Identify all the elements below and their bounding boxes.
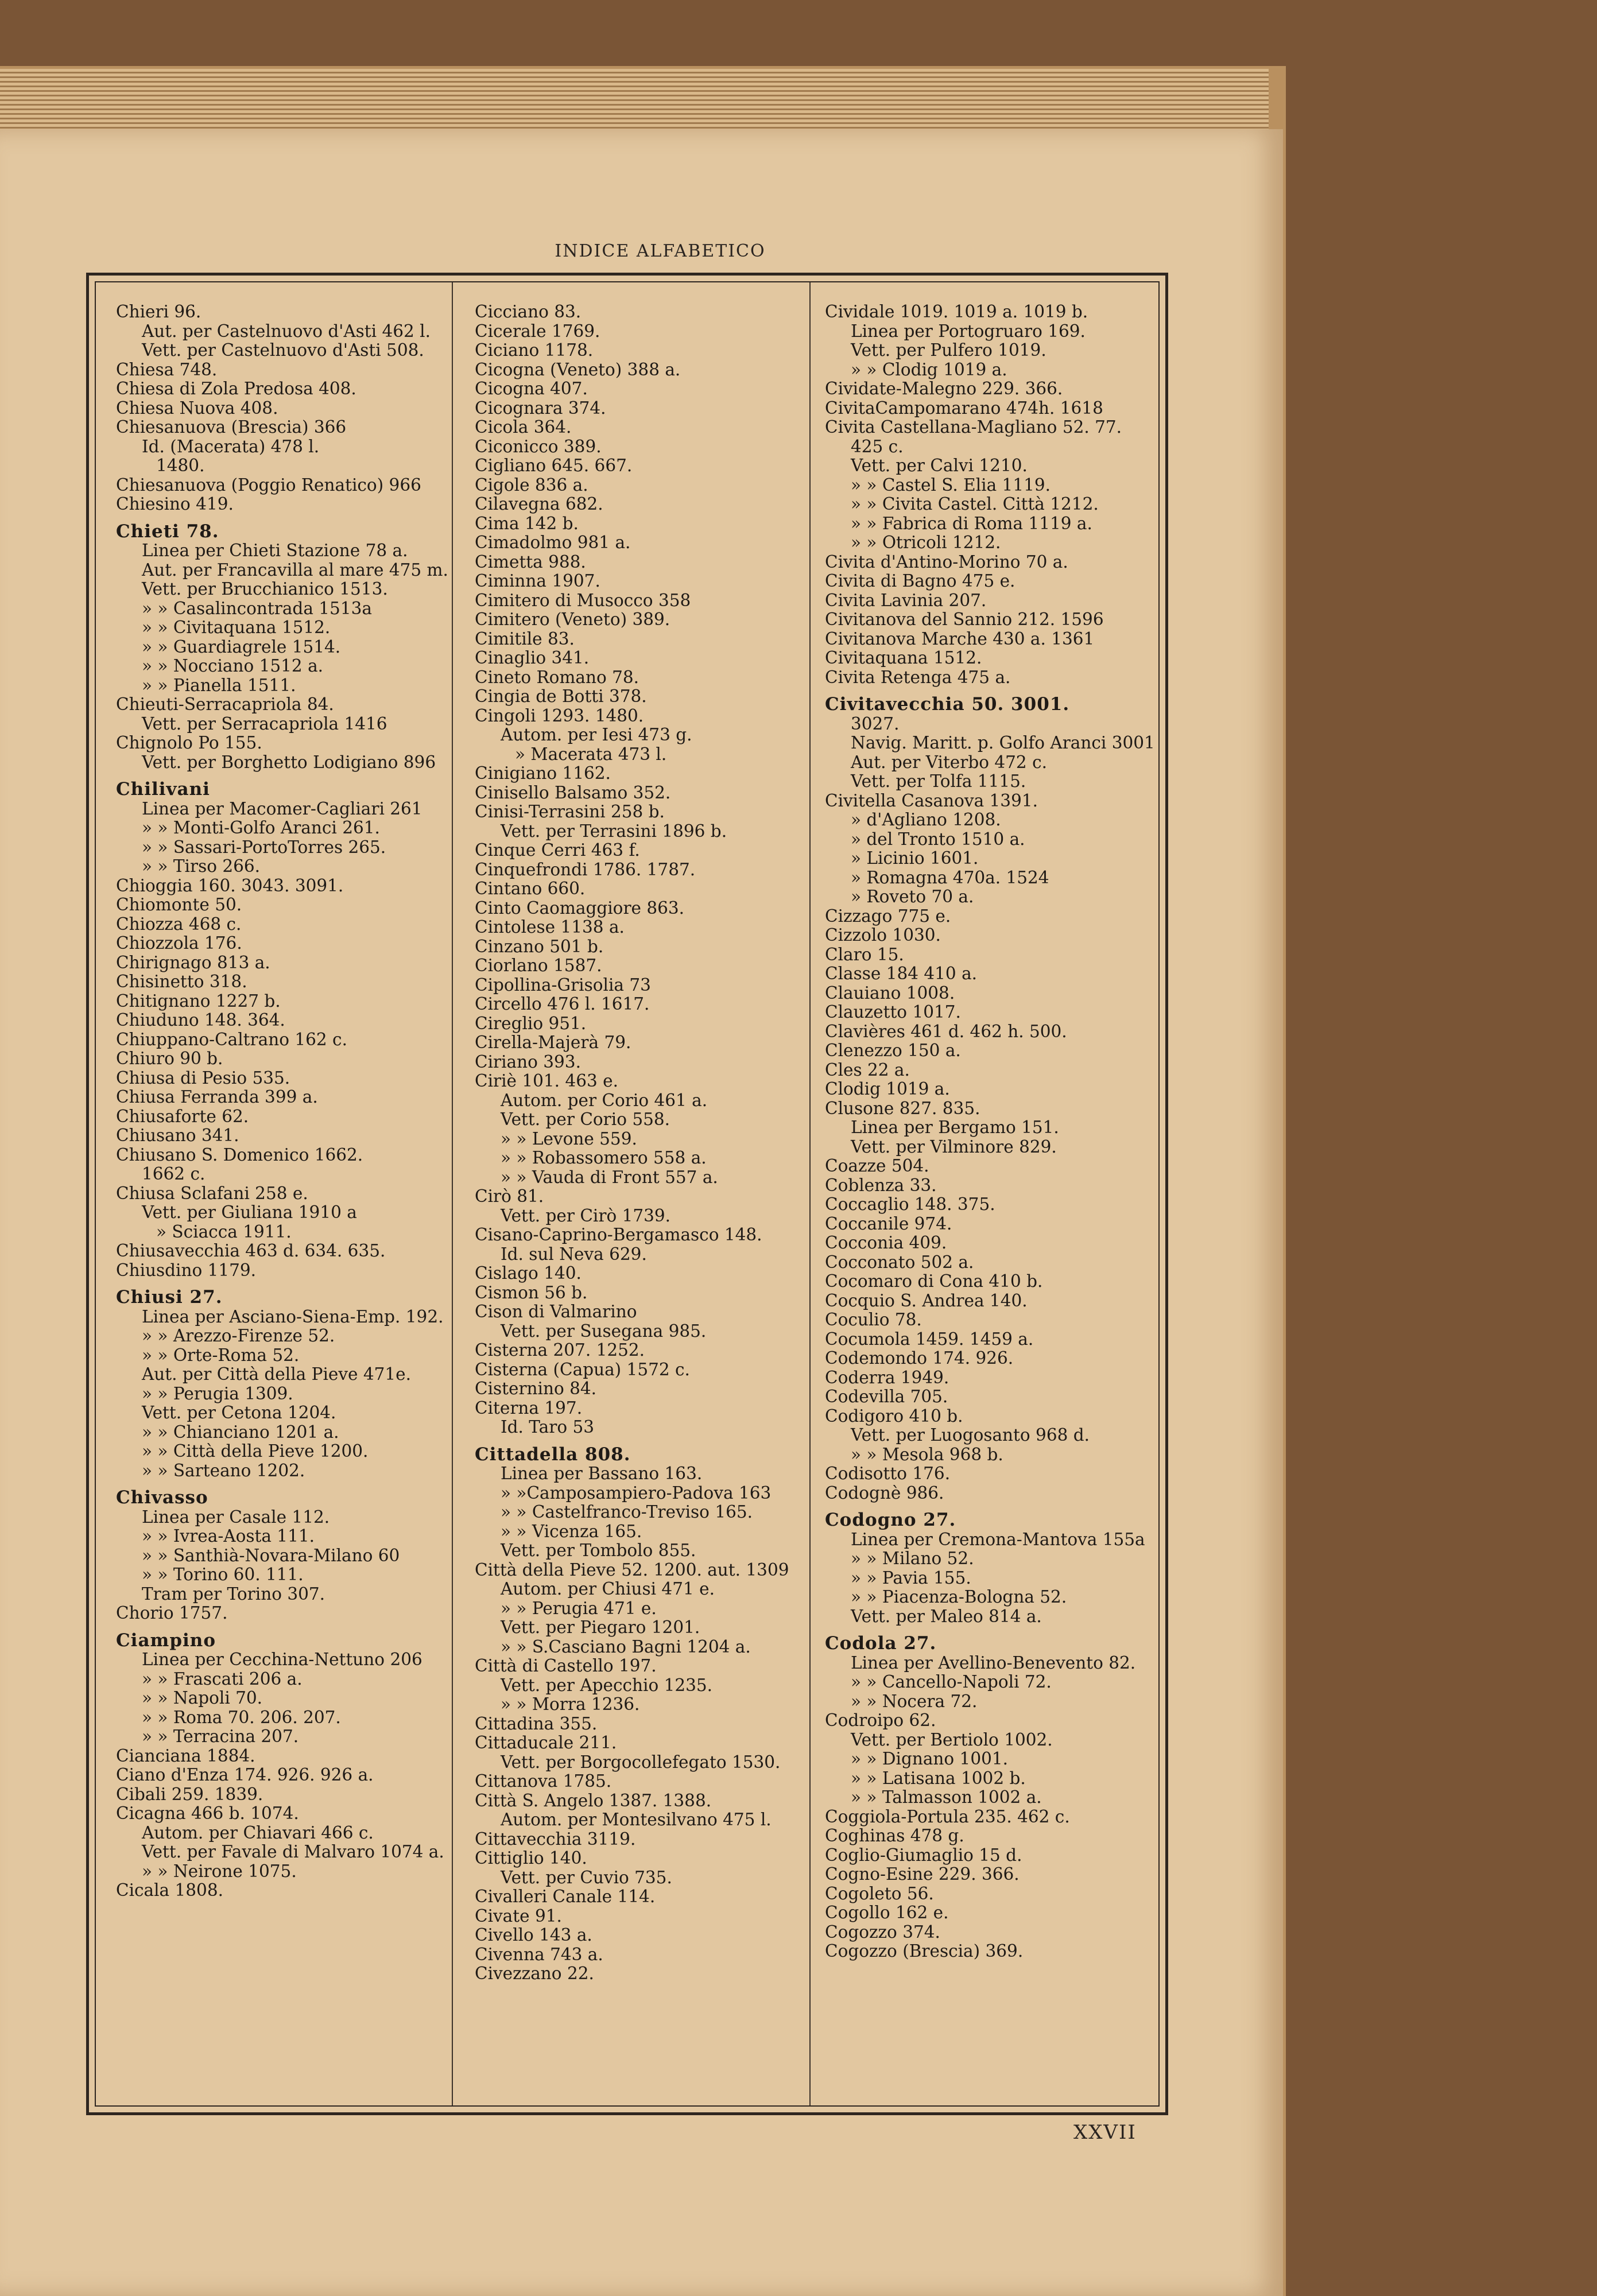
index-entry: Citerna 197. xyxy=(475,1398,583,1418)
index-entry: Cison di Valmarino xyxy=(475,1302,637,1321)
index-entry: Vett. per Vilminore 829. xyxy=(851,1137,1057,1157)
index-heading: Codola 27. xyxy=(825,1633,937,1654)
index-entry: » d'Agliano 1208. xyxy=(851,810,1001,829)
index-heading: Chivasso xyxy=(116,1487,208,1508)
index-entry: Coggiola-Portula 235. 462 c. xyxy=(825,1806,1070,1826)
index-entry: » » Clodig 1019 a. xyxy=(851,359,1007,379)
index-entry: Cocconato 502 a. xyxy=(825,1252,974,1272)
index-entry: Autom. per Iesi 473 g. xyxy=(501,725,692,744)
index-entry: 1480. xyxy=(156,456,205,475)
index-entry: Cogozzo 374. xyxy=(825,1922,940,1942)
index-entry: Cogozzo (Brescia) 369. xyxy=(825,1941,1024,1961)
index-entry: Cineto Romano 78. xyxy=(475,667,639,687)
index-entry: Id. Taro 53 xyxy=(501,1417,595,1437)
index-entry: Cogno-Esine 229. 366. xyxy=(825,1864,1020,1884)
index-entry: Cles 22 a. xyxy=(825,1060,910,1080)
index-entry: » Roveto 70 a. xyxy=(851,887,974,906)
index-entry: Chiusaforte 62. xyxy=(116,1106,249,1126)
index-entry: » » Pavia 155. xyxy=(851,1568,971,1588)
index-entry: Cinquefrondi 1786. 1787. xyxy=(475,859,696,879)
index-entry: Cinisello Balsamo 352. xyxy=(475,782,671,802)
index-entry: » » Nocera 72. xyxy=(851,1691,978,1711)
index-entry: Clauiano 1008. xyxy=(825,983,955,1003)
index-entry: Vett. per Borgocollefegato 1530. xyxy=(501,1752,781,1772)
index-entry: Ciminna 1907. xyxy=(475,571,600,591)
index-entry: Clusone 827. 835. xyxy=(825,1098,980,1118)
index-entry: Coghinas 478 g. xyxy=(825,1826,964,1845)
index-entry: Civezzano 22. xyxy=(475,1964,594,1983)
index-entry: Linea per Avellino-Benevento 82. xyxy=(851,1653,1136,1673)
index-entry: » » S.Casciano Bagni 1204 a. xyxy=(501,1636,751,1657)
index-entry: Vett. per Corio 558. xyxy=(501,1110,670,1129)
index-entry: Cocconia 409. xyxy=(825,1233,947,1252)
index-entry: Città S. Angelo 1387. 1388. xyxy=(475,1790,712,1810)
index-entry: Classe 184 410 a. xyxy=(825,964,978,983)
index-entry: Coccaglio 148. 375. xyxy=(825,1194,995,1214)
index-entry: Chiusa Ferranda 399 a. xyxy=(116,1087,318,1107)
index-entry: Ciano d'Enza 174. 926. 926 a. xyxy=(116,1765,374,1785)
index-entry: Chioggia 160. 3043. 3091. xyxy=(116,875,344,895)
index-entry: Codognè 986. xyxy=(825,1483,944,1503)
index-entry: Vett. per Cetona 1204. xyxy=(142,1403,336,1422)
index-entry: » » Castelfranco-Treviso 165. xyxy=(501,1502,753,1522)
index-entry: Chiuduno 148. 364. xyxy=(116,1010,285,1030)
index-entry: » » Torino 60. 111. xyxy=(142,1565,304,1584)
index-entry: Ciorlano 1587. xyxy=(475,956,602,975)
index-entry: Claro 15. xyxy=(825,944,904,964)
index-entry: Coglio-Giumaglio 15 d. xyxy=(825,1845,1022,1865)
index-entry: Autom. per Chiavari 466 c. xyxy=(142,1822,374,1843)
index-entry: Circello 476 l. 1617. xyxy=(475,994,650,1014)
index-heading: Chiusi 27. xyxy=(116,1287,223,1308)
index-entry: Cicciano 83. xyxy=(475,302,582,321)
index-entry: Vett. per Susegana 985. xyxy=(501,1321,707,1341)
index-entry: Cintano 660. xyxy=(475,879,586,898)
index-entry: Cimitile 83. xyxy=(475,629,575,649)
index-entry: Cocumola 1459. 1459 a. xyxy=(825,1329,1034,1349)
index-entry: Cinto Caomaggiore 863. xyxy=(475,898,685,918)
index-entry: » » Cancello-Napoli 72. xyxy=(851,1672,1052,1692)
index-entry: » » Neirone 1075. xyxy=(142,1861,297,1881)
index-entry: 425 c. xyxy=(851,436,904,456)
index-entry: Vett. per Giuliana 1910 a xyxy=(142,1203,357,1222)
index-entry: Cibali 259. 1839. xyxy=(116,1784,263,1804)
index-frame xyxy=(86,273,1168,2115)
index-entry: Civita d'Antino-Morino 70 a. xyxy=(825,552,1068,572)
index-entry: » » Orte-Roma 52. xyxy=(142,1345,300,1365)
index-heading: Chilivani xyxy=(116,779,210,800)
index-entry: Città di Castello 197. xyxy=(475,1656,657,1676)
index-entry: Cinque Cerri 463 f. xyxy=(475,840,640,860)
index-entry: Cipollina-Grisolia 73 xyxy=(475,975,651,995)
index-entry: » » Sassari-PortoTorres 265. xyxy=(142,837,386,857)
index-entry: Vett. per Luogosanto 968 d. xyxy=(851,1425,1090,1445)
index-entry: Chiusdino 1179. xyxy=(116,1260,257,1280)
index-entry: » » Casalincontrada 1513a xyxy=(142,598,372,618)
index-entry: Cisano-Caprino-Bergamasco 148. xyxy=(475,1225,762,1244)
index-entry: » del Tronto 1510 a. xyxy=(851,829,1025,849)
index-entry: » » Santhià-Novara-Milano 60 xyxy=(142,1545,400,1565)
index-entry: Linea per Asciano-Siena-Emp. 192. xyxy=(142,1306,444,1327)
index-heading: Codogno 27. xyxy=(825,1510,956,1530)
page-edges xyxy=(0,69,1269,132)
index-entry: Clenezzo 150 a. xyxy=(825,1041,961,1060)
index-entry: Cinaglio 341. xyxy=(475,648,590,668)
index-entry: Civitanova del Sannio 212. 1596 xyxy=(825,610,1104,629)
index-entry: Cisternino 84. xyxy=(475,1379,597,1398)
index-entry: Chiesino 419. xyxy=(116,494,234,514)
index-entry: Cicola 364. xyxy=(475,417,572,437)
index-heading: Chieti 78. xyxy=(116,521,219,542)
index-entry: Navig. Maritt. p. Golfo Aranci 3001 xyxy=(851,733,1155,753)
index-entry: » » Dignano 1001. xyxy=(851,1749,1008,1768)
index-entry: Coccanile 974. xyxy=(825,1213,952,1234)
index-entry: Chiusa di Pesio 535. xyxy=(116,1068,290,1088)
index-entry: Linea per Casale 112. xyxy=(142,1507,330,1527)
index-entry: Chiusavecchia 463 d. 634. 635. xyxy=(116,1241,386,1261)
index-entry: Chiusano S. Domenico 1662. xyxy=(116,1145,363,1165)
index-entry: Cima 142 b. xyxy=(475,513,579,533)
index-entry: Cigole 836 a. xyxy=(475,475,588,495)
index-entry: Linea per Cecchina-Nettuno 206 xyxy=(142,1650,422,1669)
index-entry: Chiesa di Zola Predosa 408. xyxy=(116,379,356,398)
index-entry: Cittiglio 140. xyxy=(475,1848,587,1868)
index-entry: » » Napoli 70. xyxy=(142,1688,263,1708)
index-entry: Chiusano 341. xyxy=(116,1126,239,1145)
index-entry: Cingoli 1293. 1480. xyxy=(475,705,644,726)
index-entry: » » Morra 1236. xyxy=(501,1694,640,1714)
index-entry: » » Pianella 1511. xyxy=(142,675,296,695)
index-entry: Vett. per Bertiolo 1002. xyxy=(851,1729,1053,1750)
index-entry: » » Latisana 1002 b. xyxy=(851,1768,1026,1788)
index-entry: Ciriè 101. 463 e. xyxy=(475,1071,618,1091)
index-entry: » » Tirso 266. xyxy=(142,856,261,876)
index-entry: Vett. per Tombolo 855. xyxy=(501,1541,696,1560)
index-entry: Ciciano 1178. xyxy=(475,340,594,360)
index-entry: Vett. per Terrasini 1896 b. xyxy=(501,821,727,841)
index-entry: Cizzago 775 e. xyxy=(825,906,951,926)
index-entry: Chiesanuova (Poggio Renatico) 966 xyxy=(116,475,421,495)
index-entry: » » Perugia 1309. xyxy=(142,1383,293,1403)
index-entry: Linea per Cremona-Mantova 155a xyxy=(851,1529,1145,1549)
index-entry: » » Mesola 968 b. xyxy=(851,1444,1003,1464)
index-heading: Ciampino xyxy=(116,1630,216,1651)
index-entry: Aut. per Francavilla al mare 475 m. xyxy=(142,560,448,580)
index-entry: Aut. per Città della Pieve 471e. xyxy=(142,1364,411,1384)
index-entry: » » Castel S. Elia 1119. xyxy=(851,475,1051,495)
index-entry: Cicagna 466 b. 1074. xyxy=(116,1804,299,1823)
index-entry: Civita di Bagno 475 e. xyxy=(825,571,1015,591)
index-entry: Chieri 96. xyxy=(116,302,201,321)
index-entry: Ciconicco 389. xyxy=(475,436,602,456)
index-entry: » » Milano 52. xyxy=(851,1549,974,1568)
index-entry: Cintolese 1138 a. xyxy=(475,917,625,937)
index-entry: » » Guardiagrele 1514. xyxy=(142,637,341,657)
index-entry: Codemondo 174. 926. xyxy=(825,1348,1014,1368)
index-entry: » » Sarteano 1202. xyxy=(142,1460,305,1480)
index-entry: Clodig 1019 a. xyxy=(825,1079,950,1099)
index-entry: Vett. per Favale di Malvaro 1074 a. xyxy=(142,1842,444,1861)
index-entry: Vett. per Brucchianico 1513. xyxy=(142,579,388,599)
index-entry: Chiesa Nuova 408. xyxy=(116,398,278,418)
index-entry: Linea per Bergamo 151. xyxy=(851,1118,1059,1137)
index-entry: Cislago 140. xyxy=(475,1263,582,1283)
index-entry: Cocquio S. Andrea 140. xyxy=(825,1290,1028,1310)
index-entry: Codevilla 705. xyxy=(825,1387,948,1406)
index-entry: Cividale 1019. 1019 a. 1019 b. xyxy=(825,302,1088,321)
index-entry: Linea per Macomer-Cagliari 261 xyxy=(142,798,422,819)
index-entry: CivitaCampomarano 474h. 1618 xyxy=(825,398,1103,418)
index-entry: Linea per Bassano 163. xyxy=(501,1464,703,1483)
index-entry: » » Città della Pieve 1200. xyxy=(142,1441,369,1461)
index-entry: Codisotto 176. xyxy=(825,1464,951,1483)
index-entry: Vett. per Piegaro 1201. xyxy=(501,1618,700,1637)
index-entry: Coblenza 33. xyxy=(825,1175,937,1195)
index-entry: Autom. per Chiusi 471 e. xyxy=(501,1579,715,1599)
index-entry: Cizzolo 1030. xyxy=(825,925,941,945)
index-entry: Codigoro 410 b. xyxy=(825,1406,963,1426)
index-entry: » » Talmasson 1002 a. xyxy=(851,1787,1042,1807)
index-entry: Cinzano 501 b. xyxy=(475,936,604,956)
index-entry: Cittanova 1785. xyxy=(475,1771,612,1791)
index-entry: » » Vicenza 165. xyxy=(501,1521,642,1541)
index-entry: Cimetta 988. xyxy=(475,552,586,572)
index-heading: Cittadella 808. xyxy=(475,1444,631,1465)
index-entry: Vett. per Borghetto Lodigiano 896 xyxy=(142,752,436,772)
page-number: XXVII xyxy=(1073,2121,1137,2144)
index-entry: Cirella-Majerà 79. xyxy=(475,1033,631,1052)
index-heading: Civitavecchia 50. 3001. xyxy=(825,694,1070,715)
index-entry: Chitignano 1227 b. xyxy=(116,991,281,1011)
index-entry: » » Monti-Golfo Aranci 261. xyxy=(142,818,380,837)
index-entry: Cinisi-Terrasini 258 b. xyxy=(475,802,665,821)
index-entry: » » Nocciano 1512 a. xyxy=(142,656,324,676)
index-entry: » » Frascati 206 a. xyxy=(142,1669,303,1689)
index-entry: 3027. xyxy=(851,713,900,734)
index-entry: » » Chianciano 1201 a. xyxy=(142,1422,339,1442)
index-entry: Chiesanuova (Brescia) 366 xyxy=(116,417,347,437)
index-entry: Vett. per Tolfa 1115. xyxy=(851,771,1026,791)
index-entry: Tram per Torino 307. xyxy=(142,1584,325,1604)
index-entry: Id. (Macerata) 478 l. xyxy=(142,436,320,456)
index-entry: Vett. per Maleo 814 a. xyxy=(851,1606,1042,1626)
index-entry: Cicogna 407. xyxy=(475,379,588,398)
index-entry: Autom. per Corio 461 a. xyxy=(501,1090,708,1110)
index-entry: Cicogna (Veneto) 388 a. xyxy=(475,359,681,379)
index-entry: Chiozza 468 c. xyxy=(116,914,242,934)
index-entry: Civalleri Canale 114. xyxy=(475,1887,656,1906)
index-entry: Chiesa 748. xyxy=(116,359,218,379)
index-entry: Cianciana 1884. xyxy=(116,1746,255,1766)
index-entry: » » Civitaquana 1512. xyxy=(142,618,331,637)
index-entry: Vett. per Calvi 1210. xyxy=(851,456,1028,475)
index-entry: Cismon 56 b. xyxy=(475,1282,588,1302)
running-head: INDICE ALFABETICO xyxy=(555,241,766,261)
index-entry: Civitanova Marche 430 a. 1361 xyxy=(825,629,1095,649)
index-entry: Cimadolmo 981 a. xyxy=(475,533,631,552)
index-entry: Chiozzola 176. xyxy=(116,933,242,953)
index-frame-inner xyxy=(95,281,1160,2107)
index-entry: Cittavecchia 3119. xyxy=(475,1829,636,1849)
index-entry: » » Otricoli 1212. xyxy=(851,533,1001,552)
index-entry: » » Terracina 207. xyxy=(142,1727,299,1746)
index-entry: Vett. per Apecchio 1235. xyxy=(501,1675,713,1695)
index-entry: Cicerale 1769. xyxy=(475,321,600,341)
index-entry: Chisinetto 318. xyxy=(116,972,247,991)
index-entry: Civenna 743 a. xyxy=(475,1944,603,1964)
index-entry: Vett. per Cirò 1739. xyxy=(501,1205,671,1225)
index-entry: Cisterna 207. 1252. xyxy=(475,1340,645,1360)
index-entry: Chiuro 90 b. xyxy=(116,1049,223,1068)
index-entry: Cimitero di Musocco 358 xyxy=(475,590,691,610)
index-entry: Cittadina 355. xyxy=(475,1713,598,1733)
index-entry: » » Ivrea-Aosta 111. xyxy=(142,1526,315,1546)
index-entry: » » Vauda di Front 557 a. xyxy=(501,1167,718,1187)
index-entry: Linea per Portogruaro 169. xyxy=(851,321,1086,341)
index-entry: » Sciacca 1911. xyxy=(156,1221,292,1242)
index-entry: Ciriano 393. xyxy=(475,1052,581,1072)
index-entry: Chirignago 813 a. xyxy=(116,952,270,972)
index-entry: Clauzetto 1017. xyxy=(825,1002,961,1022)
index-entry: Cicognara 374. xyxy=(475,398,606,418)
index-entry: Cinigiano 1162. xyxy=(475,763,611,783)
index-entry: Civita Lavinia 207. xyxy=(825,590,987,610)
index-entry: » » Civita Castel. Città 1212. xyxy=(851,494,1099,514)
index-entry: Cigliano 645. 667. xyxy=(475,456,633,475)
index-entry: Cimitero (Veneto) 389. xyxy=(475,610,670,629)
index-entry: 1662 c. xyxy=(142,1164,206,1184)
index-entry: Cisterna (Capua) 1572 c. xyxy=(475,1359,690,1379)
index-entry: » » Roma 70. 206. 207. xyxy=(142,1707,341,1727)
index-entry: » » Robassomero 558 a. xyxy=(501,1148,707,1168)
index-column-1 xyxy=(116,302,529,1901)
index-entry: Chieuti-Serracapriola 84. xyxy=(116,695,334,714)
index-entry: » » Perugia 471 e. xyxy=(501,1598,657,1618)
index-entry: Cilavegna 682. xyxy=(475,494,603,514)
index-entry: Codroipo 62. xyxy=(825,1711,936,1730)
index-entry: Id. sul Neva 629. xyxy=(501,1244,647,1264)
index-entry: Coderra 1949. xyxy=(825,1367,949,1387)
index-entry: Vett. per Pulfero 1019. xyxy=(851,340,1046,360)
index-entry: Cogoleto 56. xyxy=(825,1883,934,1903)
index-entry: Clavières 461 d. 462 h. 500. xyxy=(825,1021,1067,1041)
index-entry: Aut. per Castelnuovo d'Asti 462 l. xyxy=(142,321,431,341)
index-entry: Aut. per Viterbo 472 c. xyxy=(851,752,1047,772)
index-entry: » » Piacenza-Bologna 52. xyxy=(851,1587,1067,1607)
index-entry: Cicala 1808. xyxy=(116,1880,223,1900)
index-entry: Chiuppano-Caltrano 162 c. xyxy=(116,1029,347,1049)
index-entry: Chorio 1757. xyxy=(116,1603,228,1623)
index-column-3 xyxy=(825,302,1158,1961)
index-entry: Coazze 504. xyxy=(825,1156,929,1176)
index-entry: Autom. per Montesilvano 475 l. xyxy=(501,1810,772,1829)
index-entry: Linea per Chieti Stazione 78 a. xyxy=(142,541,408,560)
index-entry: » » Fabrica di Roma 1119 a. xyxy=(851,513,1092,533)
index-entry: » » Arezzo-Firenze 52. xyxy=(142,1326,335,1345)
index-entry: Vett. per Castelnuovo d'Asti 508. xyxy=(142,340,424,360)
index-entry: Cireglio 951. xyxy=(475,1013,587,1033)
index-entry: Cingia de Botti 378. xyxy=(475,687,647,706)
index-entry: Chignolo Po 155. xyxy=(116,733,262,753)
index-entry: » Licinio 1601. xyxy=(851,848,979,868)
index-entry: Chiomonte 50. xyxy=(116,895,242,914)
index-entry: » Macerata 473 l. xyxy=(515,744,667,764)
index-entry: Vett. per Cuvio 735. xyxy=(501,1867,672,1887)
index-entry: Cocomaro di Cona 410 b. xyxy=(825,1271,1043,1291)
index-entry: Civitella Casanova 1391. xyxy=(825,790,1038,810)
index-entry: Città della Pieve 52. 1200. aut. 1309 xyxy=(475,1560,789,1580)
index-entry: Cogollo 162 e. xyxy=(825,1903,949,1922)
index-entry: » » Levone 559. xyxy=(501,1128,637,1149)
index-entry: Vett. per Serracapriola 1416 xyxy=(142,713,387,734)
index-entry: » Romagna 470a. 1524 xyxy=(851,867,1049,887)
index-entry: Civate 91. xyxy=(475,1906,562,1926)
index-entry: Civitaquana 1512. xyxy=(825,648,982,668)
index-entry: Cividate-Malegno 229. 366. xyxy=(825,379,1063,398)
index-entry: Civita Retenga 475 a. xyxy=(825,667,1011,687)
index-entry: Civello 143 a. xyxy=(475,1925,592,1945)
index-entry: Chiusa Sclafani 258 e. xyxy=(116,1183,308,1203)
index-entry: » »Camposampiero-Padova 163 xyxy=(501,1483,772,1503)
index-entry: Cittaducale 211. xyxy=(475,1733,617,1752)
index-entry: Cirò 81. xyxy=(475,1186,544,1206)
index-entry: Coculio 78. xyxy=(825,1310,922,1329)
index-entry: Civita Castellana-Magliano 52. 77. xyxy=(825,417,1122,437)
